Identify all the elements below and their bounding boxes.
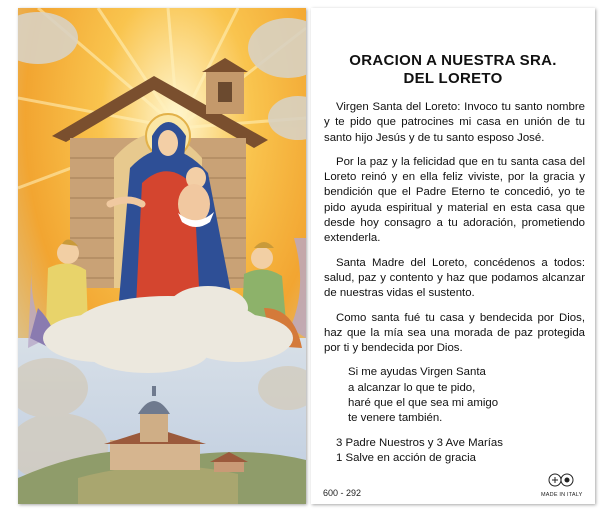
holy-card-image-panel (18, 8, 306, 504)
prayer-paragraph-2: Por la paz y la felicidad que en tu santa casa del Loreto reinó y en ella feliz viviste, por la gracia y bendición que el Padre Eterno te concedió, yo te pido ayuda espiritual y material en esta casa que desde hoy consagro a tu adoración, prometiendo extenderla. (324, 155, 585, 245)
publisher-seal-icon (548, 473, 574, 487)
prayer-paragraph-1: Virgen Santa del Loreto: Invoco tu santo nombre y te pido que patrocines mi casa en unión de tu santo hijo Jesús y de tu santo esposo José. (324, 101, 585, 144)
prayer-title (311, 52, 595, 88)
verse-line-2: a alcanzar lo que te pido, (348, 381, 476, 394)
instruction-line-2: 1 Salve en acción de gracia (336, 451, 476, 464)
verse-line-4: te venere también. (348, 412, 443, 425)
prayer-instructions (324, 436, 585, 467)
prayer-paragraph-4: Como santa fué tu casa y bendecida por Dios, haz que la mía sea una morada de paz protegida por ti y bendecida por Dios. (324, 311, 585, 355)
instruction-line-1: 3 Padre Nuestros y 3 Ave Marías (336, 436, 503, 449)
our-lady-of-loreto-illustration (18, 8, 306, 504)
made-in-italy-label: MADE IN ITALY (541, 492, 583, 498)
prayer-paragraph-3: Santa Madre del Loreto, concédenos a todos: salud, paz y contento y haz que podamos alcanzar de nuestras vidas el sustento. (324, 256, 585, 300)
verse-line-1: Si me ayudas Virgen Santa (348, 366, 486, 379)
publisher-logo (541, 473, 581, 498)
verse-line-3: haré que el que sea mi amigo (348, 397, 499, 410)
prayer-text-panel (311, 8, 595, 504)
prayer-body (324, 100, 585, 466)
prayer-verse (324, 365, 585, 426)
prayer-title-line-2: DEL LORETO (403, 70, 503, 87)
prayer-title-line-1: ORACION A NUESTRA SRA. (349, 52, 557, 69)
product-code: 600 - 292 (323, 488, 362, 498)
